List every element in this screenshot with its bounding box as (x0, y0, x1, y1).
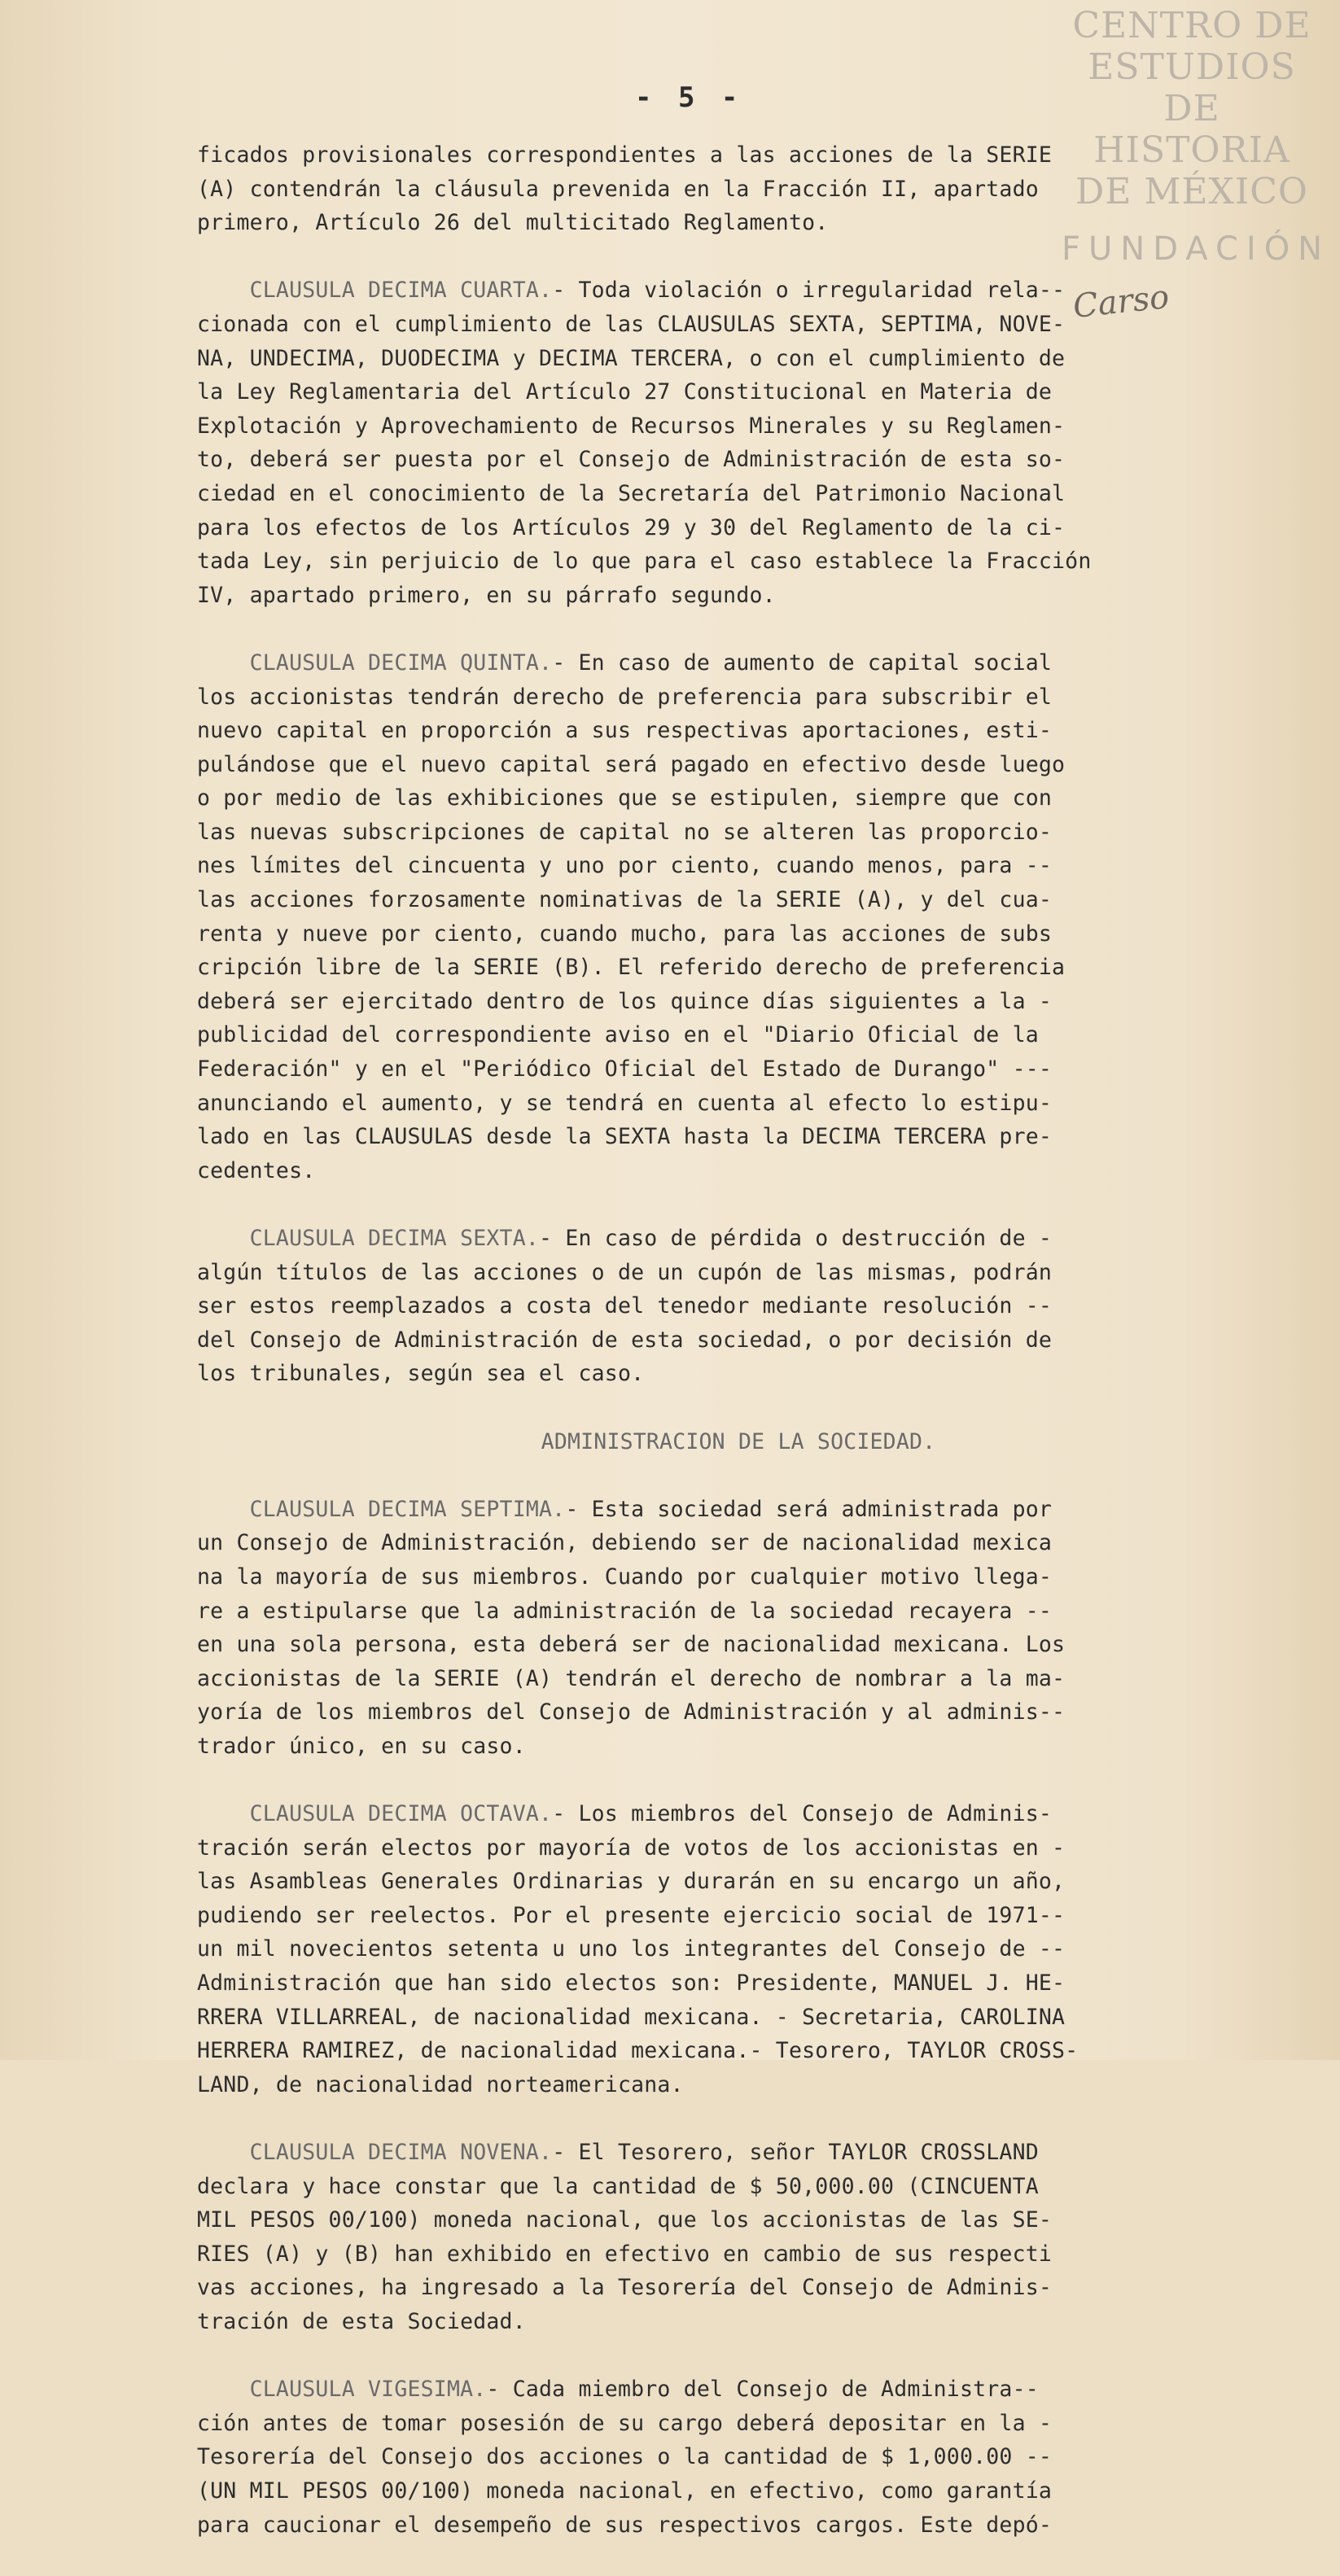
clause-label: CLAUSULA DECIMA QUINTA. (249, 649, 553, 676)
text-line: trador único, en su caso. (197, 1733, 526, 1759)
text-line: las Asambleas Generales Ordinarias y durarán en su encargo un año, (197, 1869, 1066, 1895)
text-line: algún títulos de las acciones o de un cupón de las mismas, podrán (197, 1259, 1053, 1285)
text-line: tración de esta Sociedad. (197, 2309, 526, 2334)
text-line: NA, UNDECIMA, DUODECIMA y DECIMA TERCERA, o con el cumplimiento de (197, 345, 1066, 371)
text-line: del Consejo de Administración de esta sociedad, o por decisión de (197, 1327, 1053, 1353)
watermark-line: DE HISTORIA (1093, 88, 1290, 171)
text-line: cionada con el cumplimiento de las CLAUSULAS SEXTA, SEPTIMA, NOVE- (197, 311, 1066, 337)
text-line: deberá ser ejercitado dentro de los quince días siguientes a la - (197, 988, 1053, 1014)
text-line: yoría de los miembros del Consejo de Administración y al adminis-- (197, 1699, 1066, 1725)
text-line: CLAUSULA DECIMA QUINTA.- En caso de aumento de capital social (249, 649, 1053, 676)
text-line: RIES (A) y (B) han exhibido en efectivo en cambio de sus respecti (197, 2241, 1053, 2267)
text-line: cedentes. (197, 1157, 316, 1183)
text-line: declara y hace constar que la cantidad de $ 50,000.00 (CINCUENTA (197, 2173, 1039, 2199)
text-line: Federación" y en el "Periódico Oficial del Estado de Durango" --- (197, 1056, 1053, 1082)
clause-label: CLAUSULA DECIMA SEPTIMA. (249, 1496, 566, 1522)
watermark-foundation: FUNDACIÓN (1062, 230, 1331, 268)
clause-label: CLAUSULA DECIMA NOVENA. (249, 2140, 553, 2166)
text-line: (A) contendrán la cláusula prevenida en la Fracción II, apartado (197, 176, 1039, 202)
text-line: o por medio de las exhibiciones que se estipulen, siempre que con (197, 785, 1053, 811)
text-line: lado en las CLAUSULAS desde la SEXTA hasta la DECIMA TERCERA pre- (197, 1124, 1053, 1150)
text-line: tración serán electos por mayoría de votos de los accionistas en - (197, 1835, 1066, 1861)
watermark-line: DE MÉXICO (1075, 171, 1308, 212)
watermark-line: CENTRO DE (1072, 5, 1312, 46)
text-line: Explotación y Aprovechamiento de Recursos Minerales y su Reglamen- (197, 413, 1066, 439)
text-line: MIL PESOS 00/100) moneda nacional, que los accionistas de las SE- (197, 2207, 1053, 2233)
clause-label: CLAUSULA DECIMA SEXTA. (249, 1226, 540, 1251)
text-line: pulándose que el nuevo capital será pagado en efectivo desde luego (197, 751, 1066, 777)
clause-paragraph (197, 2373, 1280, 2542)
text-line: IV, apartado primero, en su párrafo segundo. (197, 582, 776, 608)
text-line: ser estos reemplazados a costa del tenedor mediante resolución -- (197, 1293, 1053, 1319)
text-line: tada Ley, sin perjuicio de lo que para el caso establece la Fracción (197, 549, 1092, 575)
text-line: HERRERA RAMIREZ, de nacionalidad mexicana.- Tesorero, TAYLOR CROSS- (197, 2038, 1079, 2064)
text-line: para los efectos de los Artículos 29 y 30 del Reglamento de la ci- (197, 514, 1066, 540)
page-number: - 5 - (635, 81, 743, 114)
text-line: anunciando el aumento, y se tendrá en cuenta al efecto lo estipu- (197, 1090, 1053, 1116)
text-line: ficados provisionales correspondientes a las acciones de la SERIE (197, 142, 1053, 168)
text-line: CLAUSULA DECIMA SEPTIMA.- Esta sociedad será administrada por (249, 1496, 1053, 1522)
clause-paragraph (197, 1797, 1280, 2101)
text-line: ciedad en el conocimiento de la Secretaría del Patrimonio Nacional (197, 480, 1066, 506)
clause-paragraph (197, 646, 1280, 1188)
text-line: CLAUSULA VIGESIMA.- Cada miembro del Consejo de Administra-- (249, 2377, 1039, 2403)
text-line: CLAUSULA DECIMA NOVENA.- El Tesorero, señor TAYLOR CROSSLAND (249, 2140, 1039, 2166)
document-body (197, 138, 1280, 2576)
section-heading: ADMINISTRACION DE LA SOCIEDAD. (541, 1428, 936, 1454)
text-line: LAND, de nacionalidad norteamericana. (197, 2071, 684, 2097)
text-line: CLAUSULA DECIMA CUARTA.- Toda violación o irregularidad rela-- (249, 278, 1066, 304)
text-line: re a estipularse que la administración de la sociedad recayera -- (197, 1598, 1053, 1624)
clause-paragraph (197, 1222, 1280, 1391)
text-line: los accionistas tendrán derecho de preferencia para subscribir el (197, 684, 1053, 710)
clause-label: CLAUSULA DECIMA CUARTA. (249, 278, 553, 304)
text-line: para caucionar el desempeño de sus respectivos cargos. Este depó- (197, 2512, 1053, 2538)
text-line: RRERA VILLARREAL, de nacionalidad mexicana. - Secretaria, CAROLINA (197, 2004, 1066, 2030)
handwritten-signature: Carso (1071, 278, 1171, 326)
text-line: pudiendo ser reelectos. Por el presente ejercicio social de 1971-- (197, 1902, 1066, 1928)
text-line: la Ley Reglamentaria del Artículo 27 Constitucional en Materia de (197, 379, 1053, 405)
text-line: Administración que han sido electos son: Presidente, MANUEL J. HE- (197, 1970, 1066, 1997)
text-line: nes límites del cincuenta y uno por ciento, cuando menos, para -- (197, 853, 1053, 879)
text-line: CLAUSULA DECIMA SEXTA.- En caso de pérdida o destrucción de - (249, 1226, 1053, 1251)
clause-paragraph (197, 273, 1280, 612)
clause-label: CLAUSULA DECIMA OCTAVA. (249, 1801, 553, 1827)
watermark-line: ESTUDIOS (1088, 46, 1296, 88)
text-line: un Consejo de Administración, debiendo ser de nacionalidad mexica (197, 1530, 1053, 1556)
text-line: las nuevas subscripciones de capital no se alteren las proporcio- (197, 819, 1053, 845)
clause-paragraph (197, 1493, 1280, 1764)
text-line: (UN MIL PESOS 00/100) moneda nacional, en efectivo, como garantía (197, 2478, 1053, 2504)
clause-label: CLAUSULA VIGESIMA. (249, 2377, 487, 2403)
text-line: to, deberá ser puesta por el Consejo de Administración de esta so- (197, 447, 1066, 473)
text-line: en una sola persona, esta deberá ser de nacionalidad mexicana. Los (197, 1632, 1066, 1658)
text-line: primero, Artículo 26 del multicitado Reglamento. (197, 210, 829, 236)
text-line: na la mayoría de sus miembros. Cuando por cualquier motivo llega- (197, 1564, 1053, 1590)
text-line: los tribunales, según sea el caso. (197, 1361, 645, 1387)
text-line: cripción libre de la SERIE (B). El referido derecho de preferencia (197, 955, 1066, 981)
text-line: vas acciones, ha ingresado a la Tesorería del Consejo de Adminis- (197, 2275, 1053, 2301)
text-line: nuevo capital en proporción a sus respectivas aportaciones, esti- (197, 718, 1053, 744)
text-line: las acciones forzosamente nominativas de la SERIE (A), y del cua- (197, 887, 1053, 913)
clause-paragraph (197, 2136, 1280, 2339)
text-line: un mil novecientos setenta u uno los integrantes del Consejo de -- (197, 1936, 1066, 1962)
text-line: renta y nueve por ciento, cuando mucho, para las acciones de subs (197, 921, 1053, 947)
text-line: publicidad del correspondiente aviso en el "Diario Oficial de la (197, 1022, 1039, 1048)
clause-paragraph (197, 138, 1280, 240)
text-line: CLAUSULA DECIMA OCTAVA.- Los miembros del Consejo de Adminis- (249, 1801, 1053, 1827)
text-line: ción antes de tomar posesión de su cargo deberá depositar en la - (197, 2410, 1053, 2436)
text-line: Tesorería del Consejo dos acciones o la cantidad de $ 1,000.00 -- (197, 2444, 1053, 2470)
text-line: accionistas de la SERIE (A) tendrán el derecho de nombrar a la ma- (197, 1665, 1066, 1691)
